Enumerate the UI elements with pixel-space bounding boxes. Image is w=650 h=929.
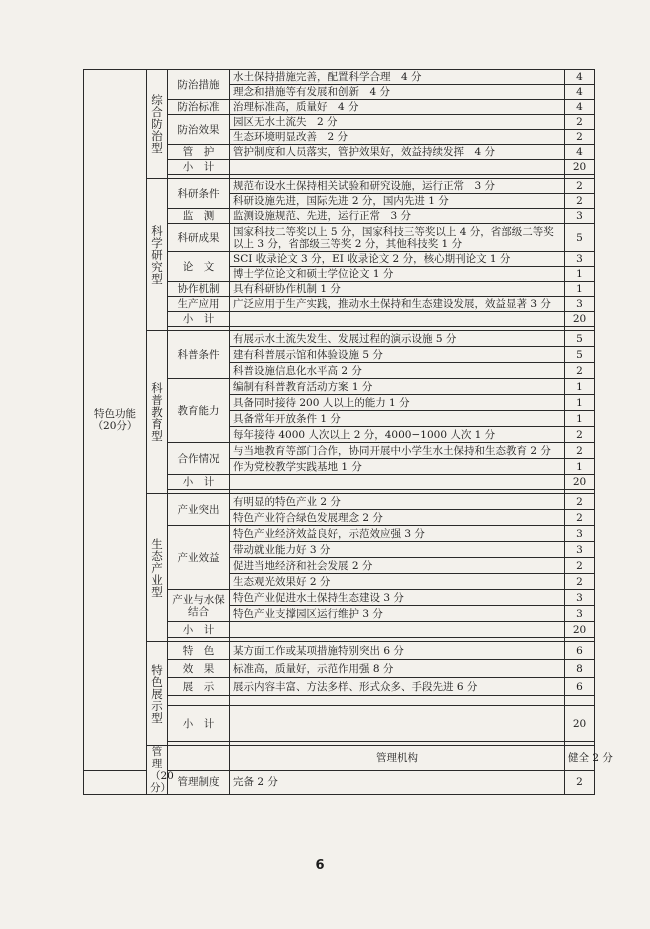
criteria-cell: 博士学位论文和硕士学位论文 1 分 [230, 267, 565, 282]
score-cell: 1 [565, 379, 595, 395]
item-cell: 监 测 [168, 209, 230, 224]
criteria-cell: 特色产业符合绿色发展理念 2 分 [230, 510, 565, 526]
item-cell: 产业突出 [168, 494, 230, 526]
criteria-cell: 特色产业促进水土保持生态建设 3 分 [230, 590, 565, 606]
table-row [84, 70, 595, 85]
item-cell: 展 示 [168, 678, 230, 696]
item-cell: 产业效益 [168, 526, 230, 590]
type-label: 生态产业型 [151, 536, 163, 599]
criteria-cell: 园区无水土流失 2 分 [230, 115, 565, 130]
criteria-cell: 有明显的特色产业 2 分 [230, 494, 565, 510]
score-cell: 5 [565, 224, 595, 252]
score-cell: 5 [565, 347, 595, 363]
item-cell: 管 护 [168, 145, 230, 160]
criteria-cell: 完备 2 分 [230, 770, 565, 795]
table-row [84, 746, 595, 771]
score-cell: 2 [565, 363, 595, 379]
item-cell: 科研条件 [168, 179, 230, 209]
criteria-cell [230, 475, 565, 490]
score-cell: 2 [565, 558, 595, 574]
item-cell: 论 文 [168, 252, 230, 282]
item-cell: 协作机制 [168, 282, 230, 297]
table-row [84, 642, 595, 660]
score-cell: 20 [565, 475, 595, 490]
score-cell: 4 [565, 70, 595, 85]
score-cell: 2 [565, 494, 595, 510]
score-cell: 2 [565, 574, 595, 590]
criteria-cell: 促进当地经济和社会发展 2 分 [230, 558, 565, 574]
item-cell: 管理制度 [168, 770, 230, 795]
item-cell: 科研成果 [168, 224, 230, 252]
page-number: 6 [315, 858, 325, 873]
score-cell [565, 696, 595, 706]
criteria-cell: 生态观光效果好 2 分 [230, 574, 565, 590]
criteria-cell: 理念和措施等有发展和创新 4 分 [230, 85, 565, 100]
item-cell: 合作情况 [168, 443, 230, 475]
score-cell: 20 [565, 706, 595, 742]
criteria-cell: 具备同时接待 200 人以上的能力 1 分 [230, 395, 565, 411]
type-cell [147, 179, 168, 331]
category-cell: 管理 （20 分） [147, 746, 168, 795]
item-cell: 防治措施 [168, 70, 230, 100]
score-cell: 3 [565, 252, 595, 267]
score-cell: 1 [565, 411, 595, 427]
item-cell: 小 计 [168, 475, 230, 490]
type-cell [84, 770, 147, 795]
type-cell [168, 746, 230, 771]
criteria-cell: 建有科普展示馆和体验设施 5 分 [230, 347, 565, 363]
criteria-cell: 某方面工作或某项措施特别突出 6 分 [230, 642, 565, 660]
item-cell: 小 计 [168, 160, 230, 175]
table-row [84, 494, 595, 510]
type-cell [147, 331, 168, 494]
score-cell: 4 [565, 100, 595, 115]
type-label: 科普教育型 [151, 381, 163, 443]
score-cell: 2 [565, 115, 595, 130]
item-cell: 科普条件 [168, 331, 230, 379]
item-cell: 小 计 [168, 312, 230, 327]
item-cell: 小 计 [168, 622, 230, 638]
score-cell: 3 [565, 606, 595, 622]
criteria-cell: 展示内容丰富、方法多样、形式众多、手段先进 6 分 [230, 678, 565, 696]
score-cell: 3 [565, 542, 595, 558]
type-cell [147, 494, 168, 642]
score-cell: 2 [565, 194, 595, 209]
criteria-cell: 具有科研协作机制 1 分 [230, 282, 565, 297]
criteria-cell [230, 706, 565, 742]
score-cell: 20 [565, 622, 595, 638]
type-cell [147, 642, 168, 746]
score-cell: 20 [565, 312, 595, 327]
score-cell: 1 [565, 459, 595, 475]
category-cell: 特色功能 （20分） [84, 70, 147, 771]
score-cell: 1 [565, 395, 595, 411]
criteria-cell: 治理标准高，质量好 4 分 [230, 100, 565, 115]
criteria-cell: 标准高，质量好，示范作用强 8 分 [230, 660, 565, 678]
type-label: 特色展示型 [151, 662, 163, 725]
score-cell: 1 [565, 282, 595, 297]
item-cell: 教育能力 [168, 379, 230, 443]
score-cell: 3 [565, 297, 595, 312]
criteria-cell: 生态环境明显改善 2 分 [230, 130, 565, 145]
type-label: 综合防治型 [151, 93, 163, 155]
criteria-cell: 作为党校教学实践基地 1 分 [230, 459, 565, 475]
criteria-cell: 与当地教育等部门合作，协同开展中小学生水土保持和生态教育 2 分 [230, 443, 565, 459]
score-cell: 4 [565, 145, 595, 160]
score-cell: 2 [565, 130, 595, 145]
score-cell: 2 [565, 510, 595, 526]
criteria-cell: SCI 收录论文 3 分，EI 收录论文 2 分，核心期刊论文 1 分 [230, 252, 565, 267]
type-cell [147, 70, 168, 179]
criteria-cell: 水土保持措施完善，配置科学合理 4 分 [230, 70, 565, 85]
criteria-cell: 带动就业能力好 3 分 [230, 542, 565, 558]
criteria-cell [230, 160, 565, 175]
criteria-cell [230, 312, 565, 327]
score-cell: 2 [565, 770, 595, 795]
score-cell: 3 [565, 526, 595, 542]
score-cell: 3 [565, 209, 595, 224]
scoring-table-body [84, 70, 613, 795]
criteria-cell: 特色产业支撑园区运行维护 3 分 [230, 606, 565, 622]
score-cell: 3 [565, 590, 595, 606]
score-cell: 2 [565, 427, 595, 443]
criteria-cell: 监测设施规范、先进，运行正常 3 分 [230, 209, 565, 224]
score-cell: 5 [565, 331, 595, 347]
criteria-cell: 广泛应用于生产实践，推动水土保持和生态建设发展，效益显著 3 分 [230, 297, 565, 312]
score-cell: 2 [565, 179, 595, 194]
item-cell: 防治标准 [168, 100, 230, 115]
item-cell: 产业与水保 结合 [168, 590, 230, 622]
type-label: 科学研究型 [151, 223, 163, 286]
score-cell: 1 [565, 267, 595, 282]
criteria-cell [230, 696, 565, 706]
criteria-cell: 国家科技二等奖以上 5 分，国家科技三等奖以上 4 分，省部级二等奖以上 3 分，省部级三等奖 2 分，其他科技奖 1 分 [230, 224, 565, 252]
criteria-cell: 每年接待 4000 人次以上 2 分，4000−1000 人次 1 分 [230, 427, 565, 443]
score-cell: 20 [565, 160, 595, 175]
table-row [84, 331, 595, 347]
criteria-cell: 健全 2 分 [565, 746, 595, 771]
criteria-cell: 科研设施先进，国际先进 2 分，国内先进 1 分 [230, 194, 565, 209]
item-cell [168, 696, 230, 706]
score-cell: 4 [565, 85, 595, 100]
score-cell: 2 [565, 443, 595, 459]
score-cell: 6 [565, 678, 595, 696]
criteria-cell: 具备常年开放条件 1 分 [230, 411, 565, 427]
scoring-table [83, 69, 613, 795]
item-cell: 防治效果 [168, 115, 230, 145]
criteria-cell: 规范布设水土保持相关试验和研究设施，运行正常 3 分 [230, 179, 565, 194]
item-cell: 生产应用 [168, 297, 230, 312]
score-cell: 8 [565, 660, 595, 678]
criteria-cell: 有展示水土流失发生、发展过程的演示设施 5 分 [230, 331, 565, 347]
item-cell: 小 计 [168, 706, 230, 742]
criteria-cell [230, 622, 565, 638]
criteria-cell: 管护制度和人员落实，管护效果好，效益持续发挥 4 分 [230, 145, 565, 160]
criteria-cell: 编制有科普教育活动方案 1 分 [230, 379, 565, 395]
item-cell: 效 果 [168, 660, 230, 678]
item-cell: 管理机构 [230, 746, 565, 771]
table-row [84, 179, 595, 194]
item-cell: 特 色 [168, 642, 230, 660]
criteria-cell: 特色产业经济效益良好，示范效应强 3 分 [230, 526, 565, 542]
score-cell: 6 [565, 642, 595, 660]
criteria-cell: 科普设施信息化水平高 2 分 [230, 363, 565, 379]
